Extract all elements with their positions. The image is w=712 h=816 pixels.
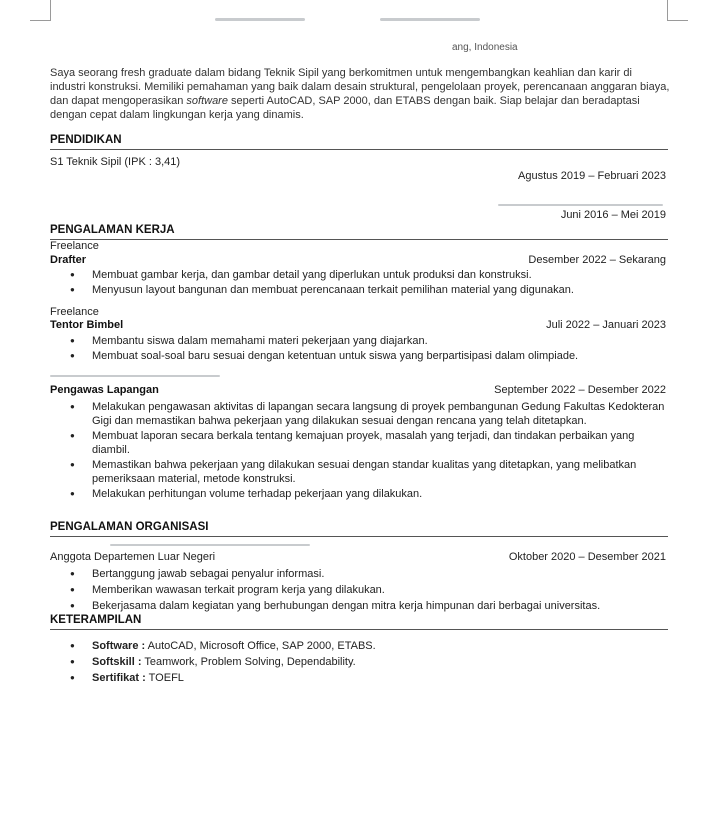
job-date: Desember 2022 – Sekarang (528, 254, 666, 266)
section-divider (50, 149, 668, 150)
redacted-name (380, 18, 480, 21)
redacted-school (498, 204, 663, 206)
redacted-name (215, 18, 305, 21)
job-bullet-list (50, 268, 670, 298)
skills-list (50, 639, 670, 687)
job-date: September 2022 – Desember 2022 (494, 384, 666, 396)
list-item: ● Bertanggung jawab sebagai penyalur informasi. (50, 567, 670, 581)
job-type: Freelance (50, 240, 99, 252)
list-item: ● Melakukan perhitungan volume terhadap pekerjaan yang dilakukan. (50, 487, 670, 501)
section-divider (50, 239, 668, 240)
list-item: ● Membuat gambar kerja, dan gambar detail yang diperlukan untuk produksi dan konstruksi. (50, 268, 670, 282)
education-date: Juni 2016 – Mei 2019 (560, 209, 666, 221)
list-item: ● Softskill : Teamwork, Problem Solving, Dependability. (50, 655, 670, 669)
section-divider (50, 536, 668, 537)
section-title-pengalaman-kerja: PENGALAMAN KERJA (50, 224, 175, 236)
list-item: ● Membantu siswa dalam memahami materi pekerjaan yang diajarkan. (50, 334, 670, 348)
redacted-company (50, 375, 220, 377)
job-role: Drafter (50, 254, 87, 266)
list-item: ● Menyusun layout bangunan dan membuat perencanaan terkait pemilihan material yang digunakan. (50, 283, 670, 297)
page-corner-mark (667, 0, 688, 21)
education-date: Agustus 2019 – Februari 2023 (518, 170, 666, 182)
job-date: Juli 2022 – Januari 2023 (546, 319, 666, 331)
organization-date: Oktober 2020 – Desember 2021 (508, 551, 666, 563)
education-degree: S1 Teknik Sipil (IPK : 3,41) (50, 156, 181, 168)
list-item: ● Melakukan pengawasan aktivitas di lapangan secara langsung di proyek pembangunan Gedung Fakultas Kedokteran Gigi dan memastikan bahwa pekerjaan yang dilakukan sesuai dengan rencana yang telah ditetapkan. (50, 400, 670, 428)
organization-role: Anggota Departemen Luar Negeri (50, 551, 216, 563)
list-item: ● Membuat soal-soal baru sesuai dengan ketentuan untuk siswa yang berpartisipasi dalam olimpiade. (50, 349, 670, 363)
list-item: ● Memastikan bahwa pekerjaan yang dilakukan sesuai dengan standar kualitas yang ditetapkan, yang melibatkan pemeriksaan material, metode konstruksi. (50, 458, 670, 486)
list-item: ● Bekerjasama dalam kegiatan yang berhubungan dengan mitra kerja himpunan dari berbagai universitas. (50, 599, 670, 613)
section-divider (50, 629, 668, 630)
job-type: Freelance (50, 306, 99, 318)
section-title-pengalaman-organisasi: PENGALAMAN ORGANISASI (50, 521, 209, 533)
section-title-pendidikan: PENDIDIKAN (50, 134, 122, 146)
organization-bullet-list (50, 567, 670, 615)
job-role: Pengawas Lapangan (50, 384, 159, 396)
profile-summary: Saya seorang fresh graduate dalam bidang Teknik Sipil yang berkomitmen untuk mengembangkan keahlian dan karir di industri konstruksi. Memiliki pemahaman yang baik dalam desain struktural, pengelolaan proyek, perencanaan anggaran biaya, dan dapat mengoperasikan software seperti AutoCAD, SAP 2000, dan ETABS dengan baik. Siap belajar dan beradaptasi dengan cepat dalam lingkungan kerja yang dinamis. (50, 67, 670, 121)
list-item: ● Memberikan wawasan terkait program kerja yang dilakukan. (50, 583, 670, 597)
redacted-organization (110, 544, 310, 546)
job-role: Tentor Bimbel (50, 319, 124, 331)
list-item: ● Software : AutoCAD, Microsoft Office, SAP 2000, ETABS. (50, 639, 670, 653)
job-bullet-list (50, 400, 670, 502)
list-item: ● Membuat laporan secara berkala tentang kemajuan proyek, masalah yang terjadi, dan tindakan perbaikan yang diambil. (50, 429, 670, 457)
page-corner-mark (30, 0, 51, 21)
job-bullet-list (50, 334, 670, 364)
header-location: ang, Indonesia (452, 42, 518, 53)
section-title-keterampilan: KETERAMPILAN (50, 614, 142, 626)
list-item: ● Sertifikat : TOEFL (50, 671, 670, 685)
